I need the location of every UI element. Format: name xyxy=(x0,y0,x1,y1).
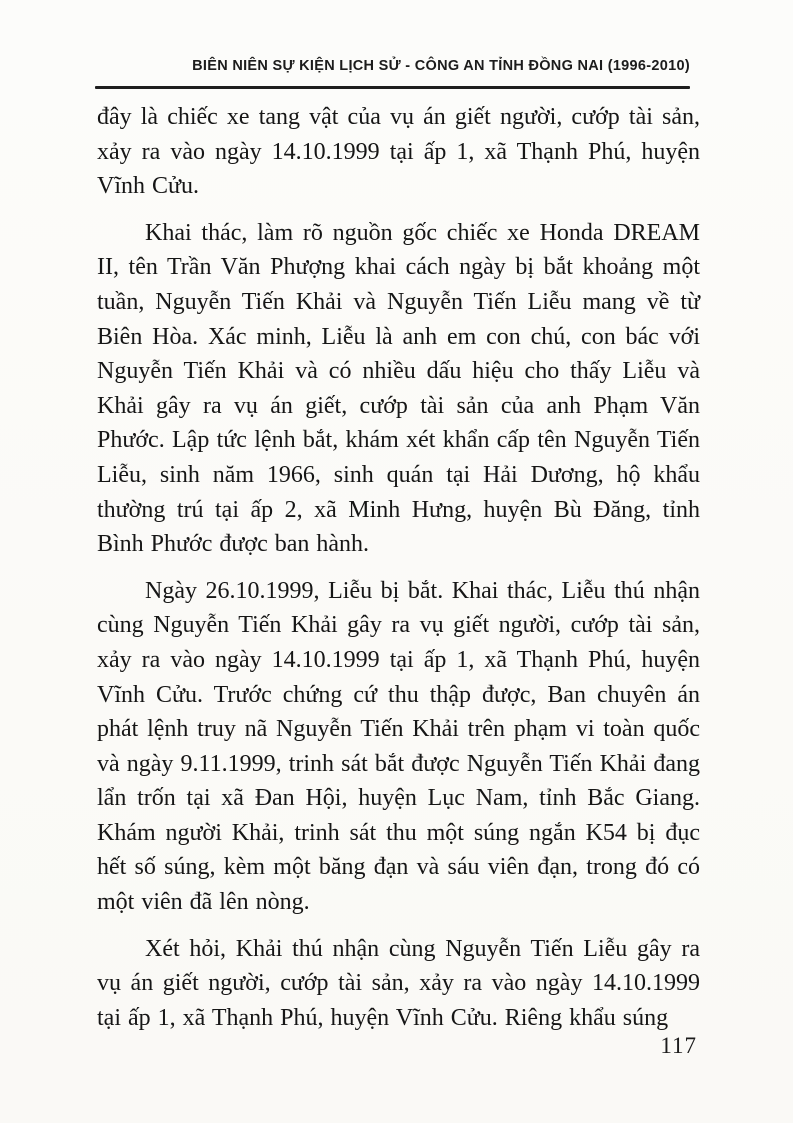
paragraph: Ngày 26.10.1999, Liễu bị bắt. Khai thác, Liễu thú nhận cùng Nguyễn Tiến Khải gây ra vụ giết người, cướp tài sản, xảy ra vào ngày 14.10.1999 tại ấp 1, xã Thạnh Phú, huyện Vĩnh Cửu. Trước chứng cứ thu thập được, Ban chuyên án phát lệnh truy nã Nguyễn Tiến Khải trên phạm vi toàn quốc và ngày 9.11.1999, trinh sát bắt được Nguyễn Tiến Khải đang lẩn trốn tại xã Đan Hội, huyện Lục Nam, tỉnh Bắc Giang. Khám người Khải, trinh sát thu một súng ngắn K54 bị đục hết số súng, kèm một băng đạn và sáu viên đạn, trong đó có một viên đã lên nòng. xyxy=(97,577,700,916)
running-header: BIÊN NIÊN SỰ KIỆN LỊCH SỬ - CÔNG AN TỈNH ĐỒNG NAI (1996-2010) xyxy=(192,58,690,74)
paragraph-continuation: đây là chiếc xe tang vật của vụ án giết người, cướp tài sản, xảy ra vào ngày 14.10.1999 tại ấp 1, xã Thạnh Phú, huyện Vĩnh Cửu. xyxy=(97,104,700,200)
page-number: 117 xyxy=(660,1033,697,1058)
paragraph: Xét hỏi, Khải thú nhận cùng Nguyễn Tiến Liễu gây ra vụ án giết người, cướp tài sản, xảy ra vào ngày 14.10.1999 tại ấp 1, xã Thạnh Phú, huyện Vĩnh Cửu. Riêng khẩu súng xyxy=(97,935,700,1031)
header-rule xyxy=(95,86,690,89)
paragraph: Khai thác, làm rõ nguồn gốc chiếc xe Honda DREAM II, tên Trần Văn Phượng khai cách ngày bị bắt khoảng một tuần, Nguyễn Tiến Khải và Nguyễn Tiến Liễu mang về từ Biên Hòa. Xác minh, Liễu là anh em con chú, con bác với Nguyễn Tiến Khải và có nhiều dấu hiệu cho thấy Liễu và Khải gây ra vụ án giết, cướp tài sản của anh Phạm Văn Phước. Lập tức lệnh bắt, khám xét khẩn cấp tên Nguyễn Tiến Liễu, sinh năm 1966, sinh quán tại Hải Dương, hộ khẩu thường trú tại ấp 2, xã Minh Hưng, huyện Bù Đăng, tỉnh Bình Phước được ban hành. xyxy=(97,219,700,558)
page-body xyxy=(97,100,700,1047)
